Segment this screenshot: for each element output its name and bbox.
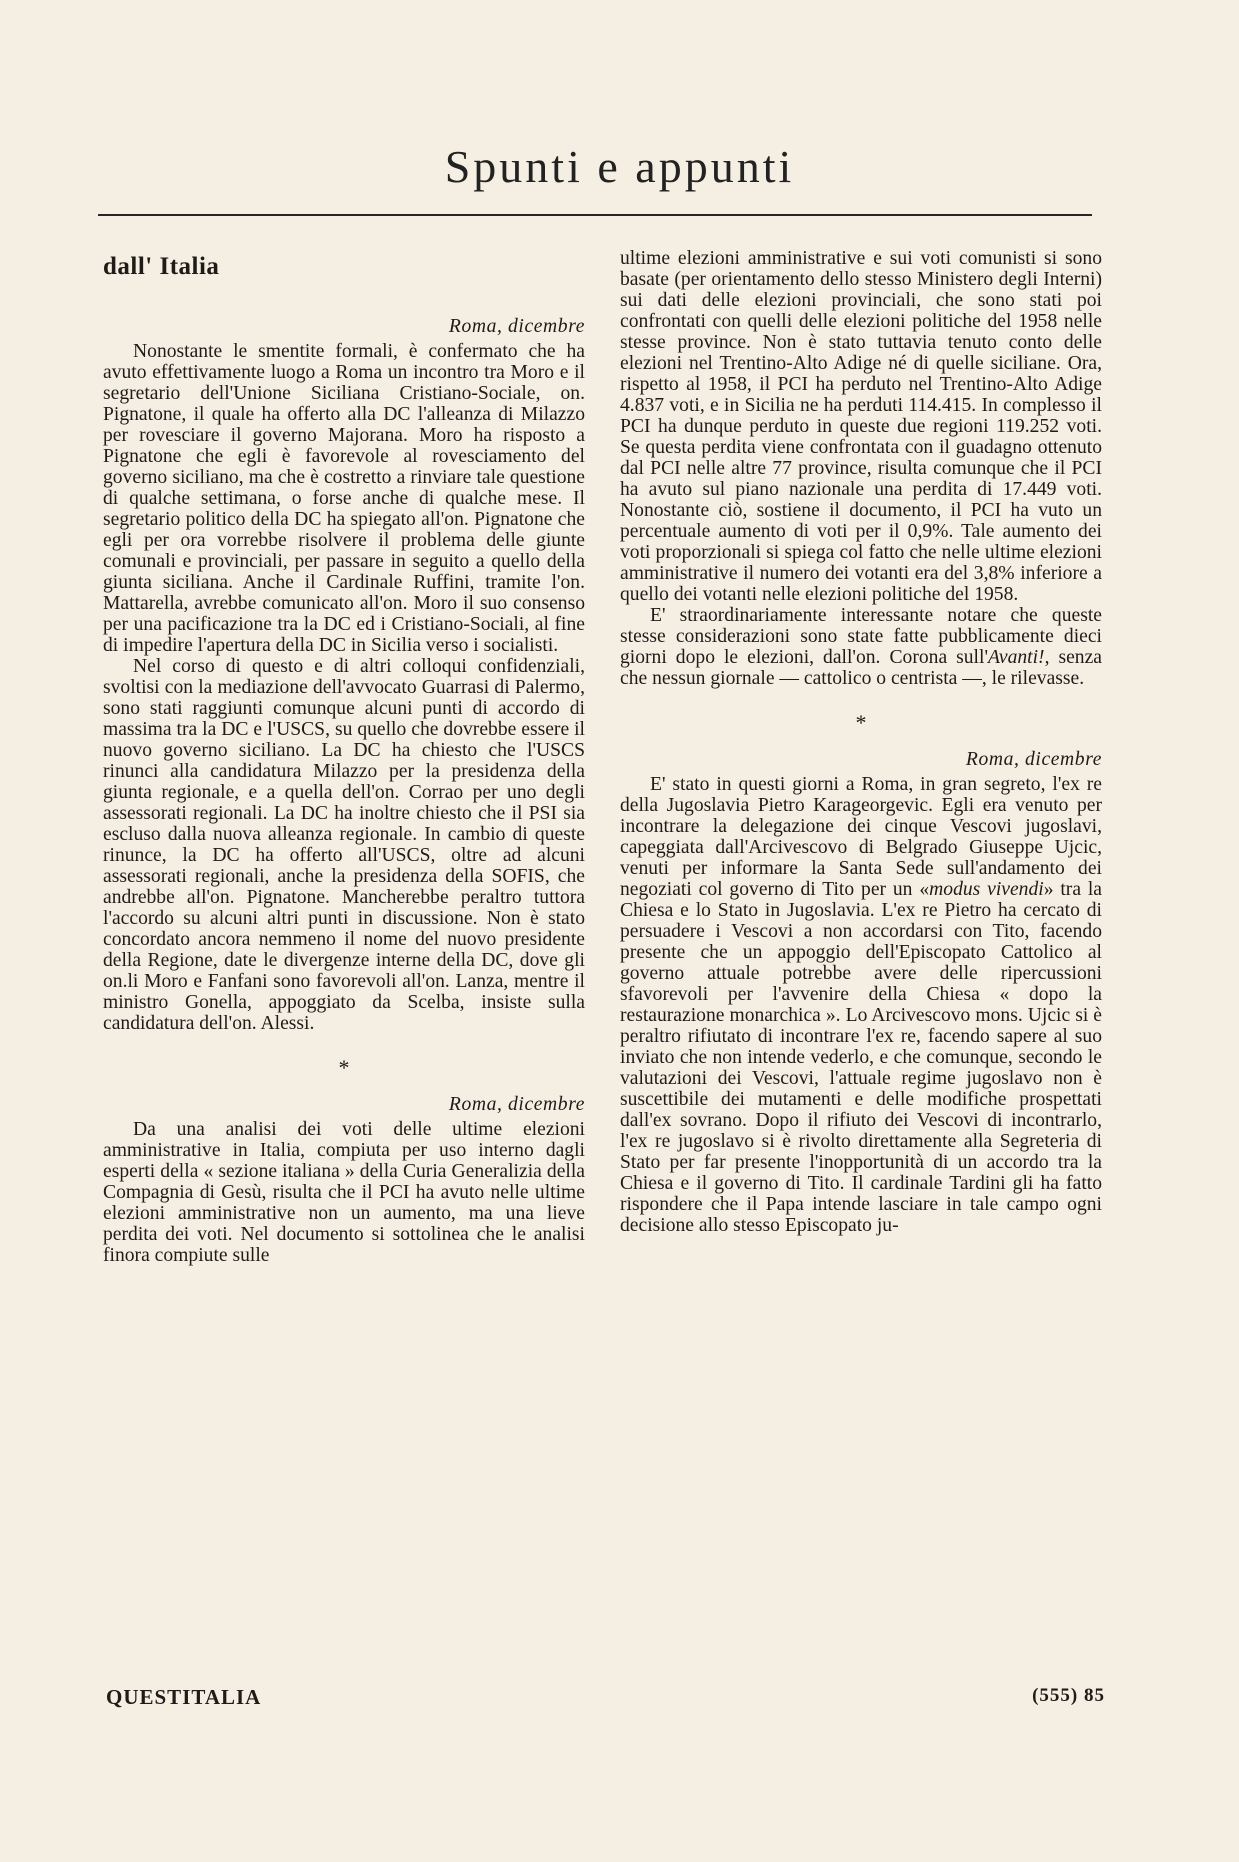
paragraph-text: E' straordinariamente interessante notare che queste stesse considerazioni sono state fatte pubblicamente dieci giorni dopo le elezioni, dall'on. Corona sull' — [620, 605, 1102, 668]
dateline: Roma, dicembre — [965, 749, 1102, 770]
dateline: Roma, dicembre — [448, 1094, 585, 1115]
article-paragraph-continued: ultime elezioni amministrative e sui voti comunisti si sono basate (per orientamento dello stesso Ministero degli Interni) sui dati delle elezioni provinciali, che sono stati poi confrontati con quelli delle elezioni politiche del 1958 nelle stesse province. Non è stato tuttavia tenuto conto delle elezioni nel Trentino-Alto Adige né di quelle siciliane. Ora, rispetto al 1958, il PCI ha perduto nel Trentino-Alto Adige 4.837 voti, e in Sicilia ne ha perduti 114.415. In complesso il PCI ha dunque perduto in queste due regioni 119.252 voti. Se questa perdita viene confrontata con il guadagno ottenuto dal PCI nelle altre 77 province, risulta comunque che il PCI ha avuto sul piano nazionale una perdita di 17.449 voti. Nonostante ciò, sostiene il documento, il PCI ha vuto un percentuale aumento di voti per il 0,9%. Tale aumento dei voti proporzionali si spiega col fatto che nelle ultime elezioni amministrative il numero dei votanti era del 3,8% inferiore a quello dei votanti nelle elezioni politiche del 1958. — [620, 248, 1102, 605]
paragraph-text: , senza che nessun giornale — cattolico o centrista —, le rilevasse. — [620, 647, 1102, 689]
page-number: (555) 85 — [1032, 1685, 1105, 1706]
page-title: Spunti e appunti — [444, 141, 795, 192]
latin-phrase: modus vivendi — [929, 879, 1044, 900]
right-column — [620, 248, 1102, 1236]
article-paragraph: Nonostante le smentite formali, è confermato che ha avuto effettivamente luogo a Roma un incontro tra Moro e il segretario dell'Unione Siciliana Cristiano-Sociale, on. Pignatone, il quale ha offerto alla DC l'alleanza di Milazzo per rovesciare il governo Majorana. Moro ha risposto a Pignatone che egli è favorevole al rovesciamento del governo siciliano, ma che è costretto a rinviare tale questione di qualche settimana, o forse anche di qualche mese. Il segretario politico della DC ha spiegato all'on. Pignatone che egli per ora vorrebbe risolvere il problema delle giunte comunali e provinciali, per passare in seguito a quello della giunta siciliana. Anche il Cardinale Ruffini, tramite l'on. Mattarella, avrebbe comunicato all'on. Moro il suo consenso per una pacificazione tra la DC ed i Cristiano-Sociali, al fine di impedire l'apertura della DC in Sicilia verso i socialisti. — [103, 341, 585, 656]
paragraph-text: E' stato in questi giorni a Roma, in gran segreto, l'ex re della Jugoslavia Pietro Karageorgevic. Egli era venuto per incontrare la delegazione dei cinque Vescovi jugoslavi, capeggiata dall'Arcivescovo di Belgrado Giuseppe Ujcic, venuti per informare la Santa Sede sull'andamento dei negoziati col governo di Tito per un « — [620, 774, 1102, 900]
paragraph-text: » tra la Chiesa e lo Stato in Jugoslavia. L'ex re Pietro ha cercato di persuadere i Vescovi a non accordarsi con Tito, facendo presente che un appoggio dell'Episcopato Cattolico al governo attuale potrebbe avere delle ripercussioni sfavorevoli per l'avvenire della Chiesa « dopo la restaurazione monarchica ». Lo Arcivescovo mons. Ujcic si è peraltro rifiutato di incontrare l'ex re, facendo sapere al suo inviato che non intende vederlo, e che comunque, secondo le valutazioni dei Vescovi, l'attuale regime jugoslavo non è suscettibile dei mutamenti e delle modifiche prospettati dall'ex sovrano. Dopo il rifiuto dei Vescovi di incontrarlo, l'ex re jugoslavo si è rivolto direttamente alla Segreteria di Stato per far presente l'inopportunità di un accordo tra la Chiesa e il governo di Tito. Il cardinale Tardini gli ha fatto rispondere che il Papa intende lasciare in tale campo ogni decisione allo stesso Episcopato ju- — [620, 879, 1103, 1236]
article-paragraph: Da una analisi dei voti delle ultime elezioni amministrative in Italia, compiuta per uso interno dagli esperti della « sezione italiana » della Curia Generalizia della Compagnia di Gesù, risulta che il PCI ha avuto nelle ultime elezioni amministrative non un aumento, ma una lieve perdita dei voti. Nel documento si sottolinea che le analisi finora compiute sulle — [103, 1119, 585, 1266]
dateline: Roma, dicembre — [448, 316, 585, 337]
newspaper-title: Avanti! — [987, 647, 1045, 668]
publication-name: QUESTITALIA — [106, 1685, 262, 1709]
asterisk-separator: * — [338, 1055, 350, 1080]
article-paragraph: Nel corso di questo e di altri colloqui confidenziali, svoltisi con la mediazione dell'avvocato Guarrasi di Palermo, sono stati raggiunti comunque alcuni punti di accordo di massima tra la DC e l'USCS, su quello che dovrebbe essere il nuovo governo siciliano. La DC ha chiesto che l'USCS rinunci alla candidatura Milazzo per la presidenza della giunta regionale, e a quella dell'on. Corrao per uno degli assessorati regionali. La DC ha inoltre chiesto che il PSI sia escluso dalla nuova alleanza regionale. In cambio di queste rinunce, la DC ha offerto all'USCS, oltre ad alcuni assessorati regionali, anche la presidenza della SOFIS, che andrebbe all'on. Pignatone. Mancherebbe peraltro tuttora l'accordo su alcuni altri punti in discussione. Non è stato concordato ancora nemmeno il nome del nuovo presidente della Regione, date le divergenze interne della DC, dove gli on.li Moro e Fanfani sono favorevoli all'on. Lanza, mentre il ministro Gonella, appoggiato da Scelba, insiste sulla candidatura dell'on. Alessi. — [103, 656, 585, 1034]
title-rule — [98, 214, 1092, 216]
asterisk-separator: * — [855, 710, 867, 735]
left-column — [103, 248, 585, 1266]
section-heading: dall' Italia — [103, 253, 220, 280]
article-paragraph — [620, 605, 1102, 689]
article-paragraph — [620, 774, 1102, 1236]
